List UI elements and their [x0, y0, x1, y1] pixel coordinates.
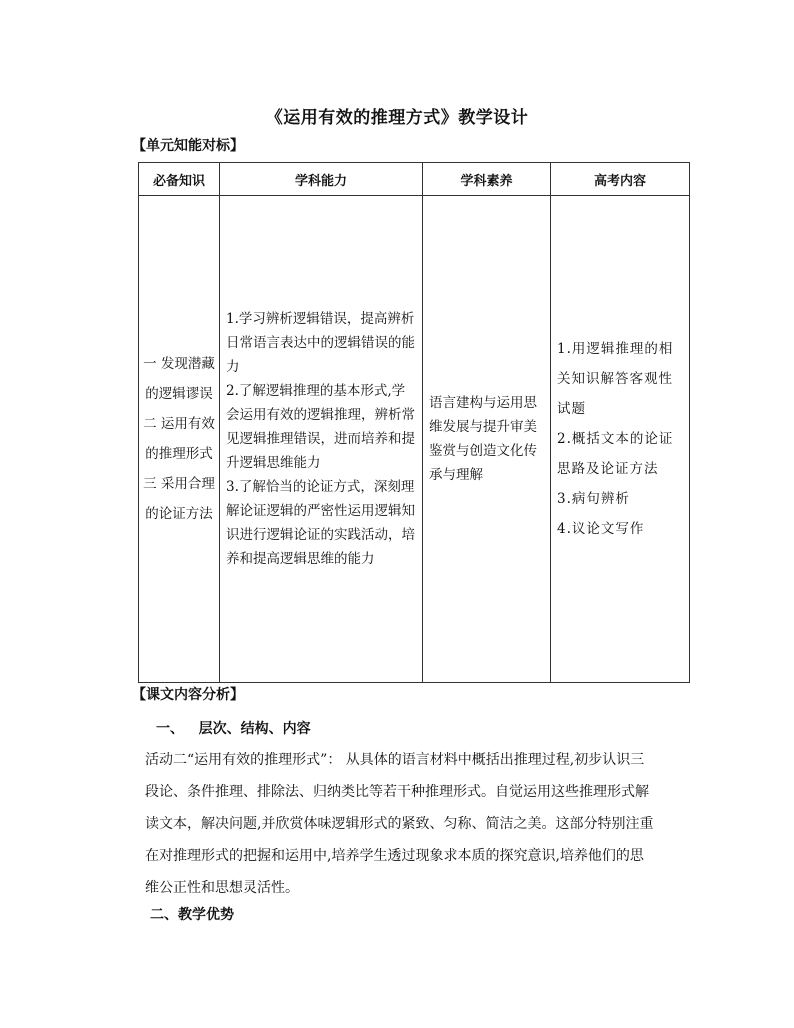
- goals-table: [138, 162, 690, 683]
- subheading-structure: 一、 层次、结构、内容: [156, 721, 311, 737]
- header-ability: 学科能力: [220, 163, 423, 196]
- section-heading-text-analysis: 【课文内容分析】: [132, 687, 244, 703]
- literacy-text: 语言建构与运用思维发展与提升审美鉴赏与创造文化传承与理解: [429, 395, 537, 483]
- exam-item: 3.病句辨析: [557, 491, 630, 507]
- header-literacy: 学科素养: [423, 163, 551, 196]
- exam-item: 4.议论文写作: [557, 521, 645, 537]
- analysis-paragraph: 活动二“运用有效的推理形式”： 从具体的语言材料中概括出推理过程,初步认识三段论、条件推理、排除法、归纳类比等若干种推理形式。自觉运用这些推理形式解读文本，解决问题,并欣赏体味逻辑形式的紧致、匀称、简洁之美。这部分特别注重在对推理形式的把握和运用中,培养学生透过现象求本质的探究意识,培养他们的思维公正性和思想灵活性。: [145, 752, 654, 896]
- section-heading-unit-goals: 【单元知能对标】: [132, 138, 244, 154]
- header-exam: 高考内容: [551, 163, 690, 196]
- cell-literacy: [423, 196, 551, 683]
- document-title: 《运用有效的推理方式》教学设计: [265, 108, 529, 128]
- exam-item: 2.概括文本的论证思路及论证方法: [557, 431, 674, 477]
- ability-item: 3.了解恰当的论证方式，深刻理解论证逻辑的严密性运用逻辑知识进行逻辑论证的实践活动，培养和提高逻辑思维的能力: [226, 479, 415, 567]
- ability-item: 1.学习辨析逻辑错误，提高辨析日常语言表达中的逻辑错误的能力: [226, 311, 415, 375]
- cell-knowledge: [139, 196, 220, 683]
- cell-ability: [220, 196, 423, 683]
- header-knowledge: 必备知识: [139, 163, 220, 196]
- cell-exam: [551, 196, 690, 683]
- table-row: [139, 196, 690, 683]
- knowledge-text: 一 发现潜藏的逻辑谬误 二 运用有效的推理形式三 采用合理的论证方法: [143, 356, 215, 522]
- table-header-row: [139, 163, 690, 196]
- exam-item: 1.用逻辑推理的相关知识解答客观性试题: [557, 341, 674, 417]
- ability-item: 2.了解逻辑推理的基本形式,学会运用有效的逻辑推理，辨析常见逻辑推理错误，进而培养和提升逻辑思维能力: [226, 383, 415, 471]
- subheading-teaching-advantages: 二、教学优势: [150, 907, 234, 923]
